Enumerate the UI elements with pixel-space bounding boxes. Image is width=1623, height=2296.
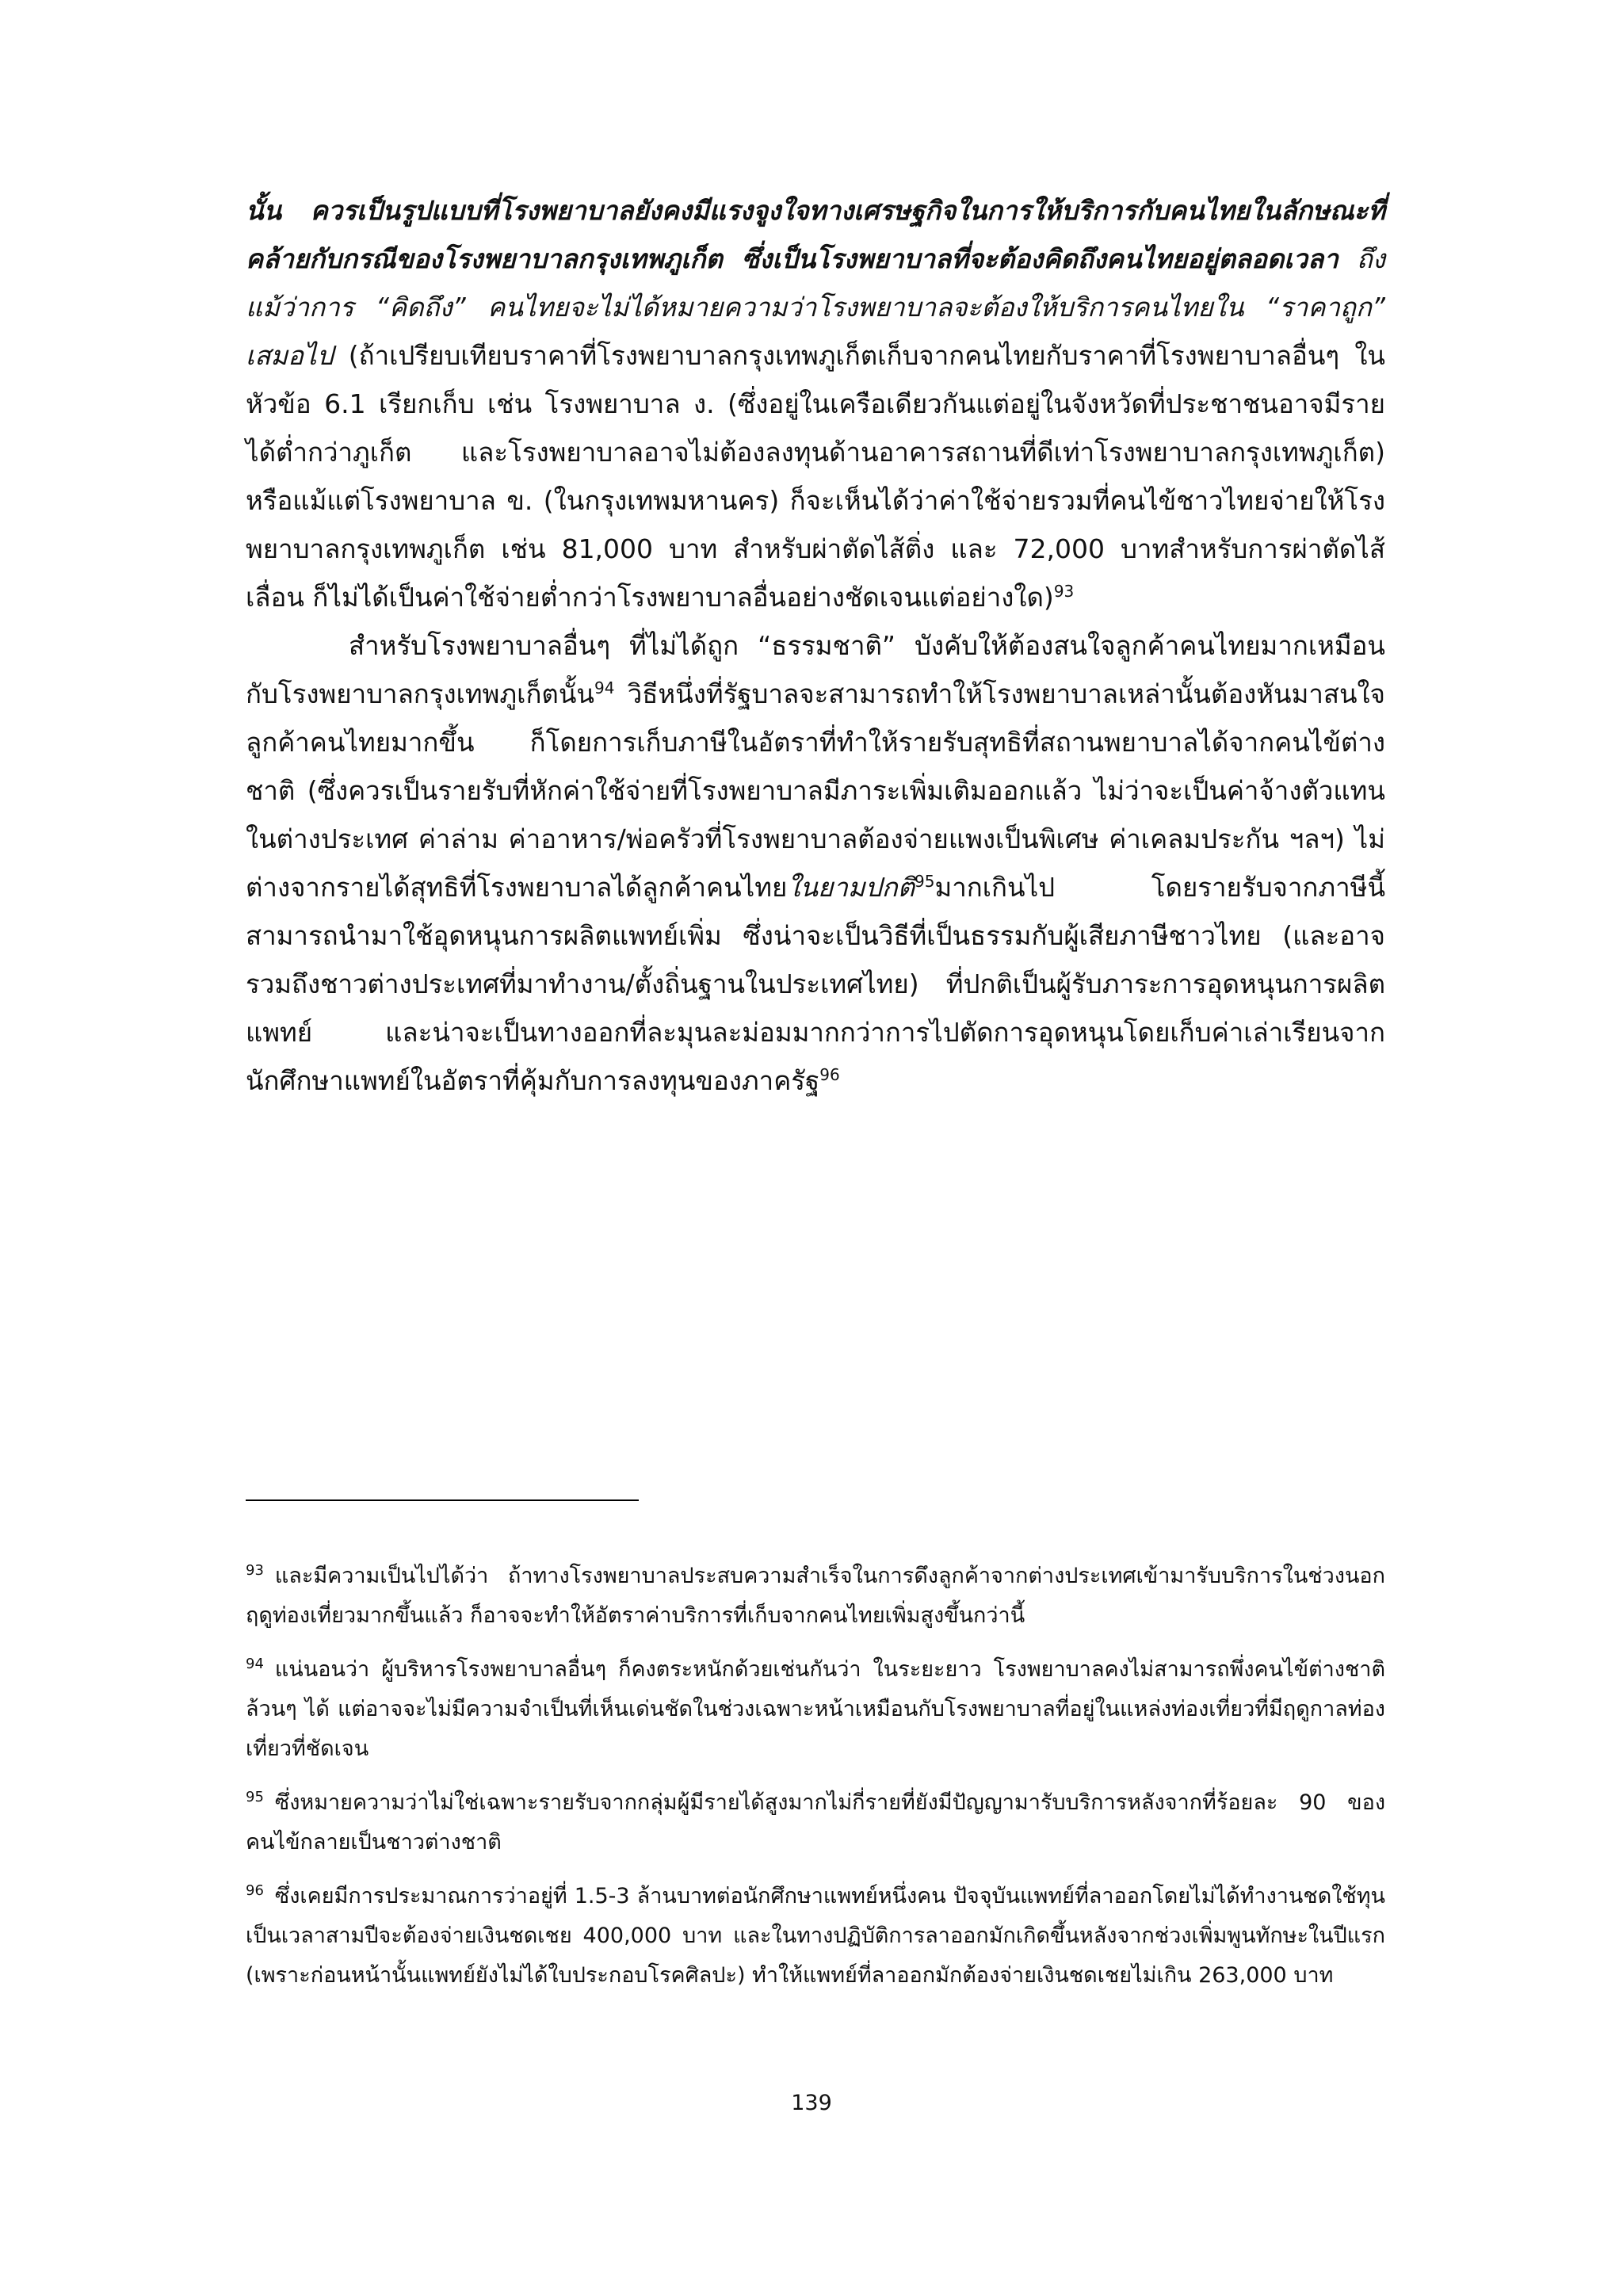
page-number: 139 bbox=[791, 2091, 832, 2115]
footnote-ref-93: 93 bbox=[1053, 582, 1075, 601]
footnote-95 bbox=[246, 1783, 1385, 1862]
footnote-separator bbox=[246, 1499, 639, 1501]
footnote-text: แน่นอนว่า ผู้บริหารโรงพยาบาลอื่นๆ ก็คงตระหนักด้วยเช่นกันว่า ในระยะยาว โรงพยาบาลคงไม่สามารถพึ่งคนไข้ต่างชาติล้วนๆ ได้ แต่อาจจะไม่มีความจำเป็นที่เห็นเด่นชัดในช่วงเฉพาะหน้าเหมือนกับโรงพยาบาลที่อยู่ในแหล่งท่องเที่ยวที่มีฤดูกาลท่องเที่ยวที่ชัดเจน bbox=[246, 1657, 1385, 1761]
footnote-number: 93 bbox=[246, 1562, 264, 1579]
paragraph-2-text-c: มากเกินไป โดยรายรับจากภาษีนี้สามารถนำมาใช้อุดหนุนการผลิตแพทย์เพิ่ม ซึ่งน่าจะเป็นวิธีที่เป็นธรรมกับผู้เสียภาษีชาวไทย (และอาจรวมถึงชาวต่างประเทศที่มาทำงาน/ตั้งถิ่นฐานในประเทศไทย) ที่ปกติเป็นผู้รับภาระการอุดหนุนการผลิตแพทย์ และน่าจะเป็นทางออกที่ละมุนละม่อมมากกว่าการไปตัดการอุดหนุนโดยเก็บค่าเล่าเรียนจากนักศึกษาแพทย์ในอัตราที่คุ้มกับการลงทุนของภาครัฐ bbox=[246, 872, 1385, 1096]
paragraph-2-text-a: สำหรับโรงพยาบาลอื่นๆ ที่ไม่ได้ถูก “ธรรมชาติ” บังคับให้ต้องสนใจลูกค้าคนไทยมากเหมือนกับโรงพยาบาลกรุงเทพภูเก็ตนั้น bbox=[246, 630, 1385, 709]
paragraph-2 bbox=[246, 621, 1385, 1105]
footnote-text: ซึ่งหมายความว่าไม่ใช่เฉพาะรายรับจากกลุ่มผู้มีรายได้สูงมากไม่กี่รายที่ยังมีปัญญามารับบริการหลังจากที่ร้อยละ 90 ของคนไข้กลายเป็นชาวต่างชาติ bbox=[246, 1790, 1385, 1855]
footnote-94 bbox=[246, 1650, 1385, 1769]
footnote-number: 96 bbox=[246, 1882, 264, 1899]
footnotes bbox=[246, 1557, 1385, 2010]
paragraph-2-italic: ในยามปกติ bbox=[787, 872, 915, 903]
footnote-number: 94 bbox=[246, 1656, 264, 1672]
footnote-93 bbox=[246, 1557, 1385, 1636]
footnote-ref-96: 96 bbox=[819, 1065, 840, 1084]
footnote-text: ซึ่งเคยมีการประมาณการว่าอยู่ที่ 1.5-3 ล้านบาทต่อนักศึกษาแพทย์หนึ่งคน ปัจจุบันแพทย์ที่ลาออกโดยไม่ได้ทำงานชดใช้ทุนเป็นเวลาสามปีจะต้องจ่ายเงินชดเชย 400,000 บาท และในทางปฏิบัติการลาออกมักเกิดขึ้นหลังจากช่วงเพิ่มพูนทักษะในปีแรก (เพราะก่อนหน้านั้นแพทย์ยังไม่ได้ใบประกอบโรคศิลปะ) ทำให้แพทย์ที่ลาออกมักต้องจ่ายเงินชดเชยไม่เกิน 263,000 บาท bbox=[246, 1884, 1385, 1988]
footnote-number: 95 bbox=[246, 1789, 264, 1805]
footnote-ref-95: 95 bbox=[915, 872, 935, 891]
paragraph-1-body: (ถ้าเปรียบเทียบราคาที่โรงพยาบาลกรุงเทพภูเก็ตเก็บจากคนไทยกับราคาที่โรงพยาบาลอื่นๆ ในหัวข้อ 6.1 เรียกเก็บ เช่น โรงพยาบาล ง. (ซึ่งอยู่ในเครือเดียวกันแต่อยู่ในจังหวัดที่ประชาชนอาจมีรายได้ต่ำกว่าภูเก็ต และโรงพยาบาลอาจไม่ต้องลงทุนด้านอาคารสถานที่ดีเท่าโรงพยาบาลกรุงเทพภูเก็ต) หรือแม้แต่โรงพยาบาล ข. (ในกรุงเทพมหานคร) ก็จะเห็นได้ว่าค่าใช้จ่ายรวมที่คนไข้ชาวไทยจ่ายให้โรงพยาบาลกรุงเทพภูเก็ต เช่น 81,000 บาท สำหรับผ่าตัดไส้ติ่ง และ 72,000 บาทสำหรับการผ่าตัดไส้เลื่อน ก็ไม่ได้เป็นค่าใช้จ่ายต่ำกว่าโรงพยาบาลอื่นอย่างชัดเจนแต่อย่างใด) bbox=[246, 340, 1385, 613]
paragraph-2-text-b: วิธีหนึ่งที่รัฐบาลจะสามารถทำให้โรงพยาบาลเหล่านั้นต้องหันมาสนใจลูกค้าคนไทยมากขึ้น ก็โดยการเก็บภาษีในอัตราที่ทำให้รายรับสุทธิที่สถานพยาบาลได้จากคนไข้ต่างชาติ (ซึ่งควรเป็นรายรับที่หักค่าใช้จ่ายที่โรงพยาบาลมีภาระเพิ่มเติมออกแล้ว ไม่ว่าจะเป็นค่าจ้างตัวแทนในต่างประเทศ ค่าล่าม ค่าอาหาร/พ่อครัวที่โรงพยาบาลต้องจ่ายแพงเป็นพิเศษ ค่าเคลมประกัน ฯลฯ) ไม่ต่างจากรายได้สุทธิที่โรงพยาบาลได้ลูกค้าคนไทย bbox=[246, 678, 1385, 903]
footnote-text: และมีความเป็นไปได้ว่า ถ้าทางโรงพยาบาลประสบความสำเร็จในการดึงลูกค้าจากต่างประเทศเข้ามารับบริการในช่วงนอกฤดูท่องเที่ยวมากขึ้นแล้ว ก็อาจจะทำให้อัตราค่าบริการที่เก็บจากคนไทยเพิ่มสูงขึ้นกว่านี้ bbox=[246, 1564, 1385, 1628]
main-content bbox=[246, 186, 1385, 1105]
paragraph-1 bbox=[246, 186, 1385, 621]
footnote-ref-94: 94 bbox=[594, 678, 615, 697]
footnote-96 bbox=[246, 1877, 1385, 1996]
paragraph-1-italic: ถึงแม้ว่าการ “คิดถึง” คนไทยจะไม่ได้หมายความว่าโรงพยาบาลจะต้องให้บริการคนไทยใน “ราคาถูก” เสมอไป bbox=[246, 243, 1385, 371]
paragraph-1-bold-lead: นั้น ควรเป็นรูปแบบที่โรงพยาบาลยังคงมีแรงจูงใจทางเศรษฐกิจในการให้บริการกับคนไทยในลักษณะที่คล้ายกับกรณีของโรงพยาบาลกรุงเทพภูเก็ต ซึ่งเป็นโรงพยาบาลที่จะต้องคิดถึงคนไทยอยู่ตลอดเวลา bbox=[246, 195, 1385, 274]
